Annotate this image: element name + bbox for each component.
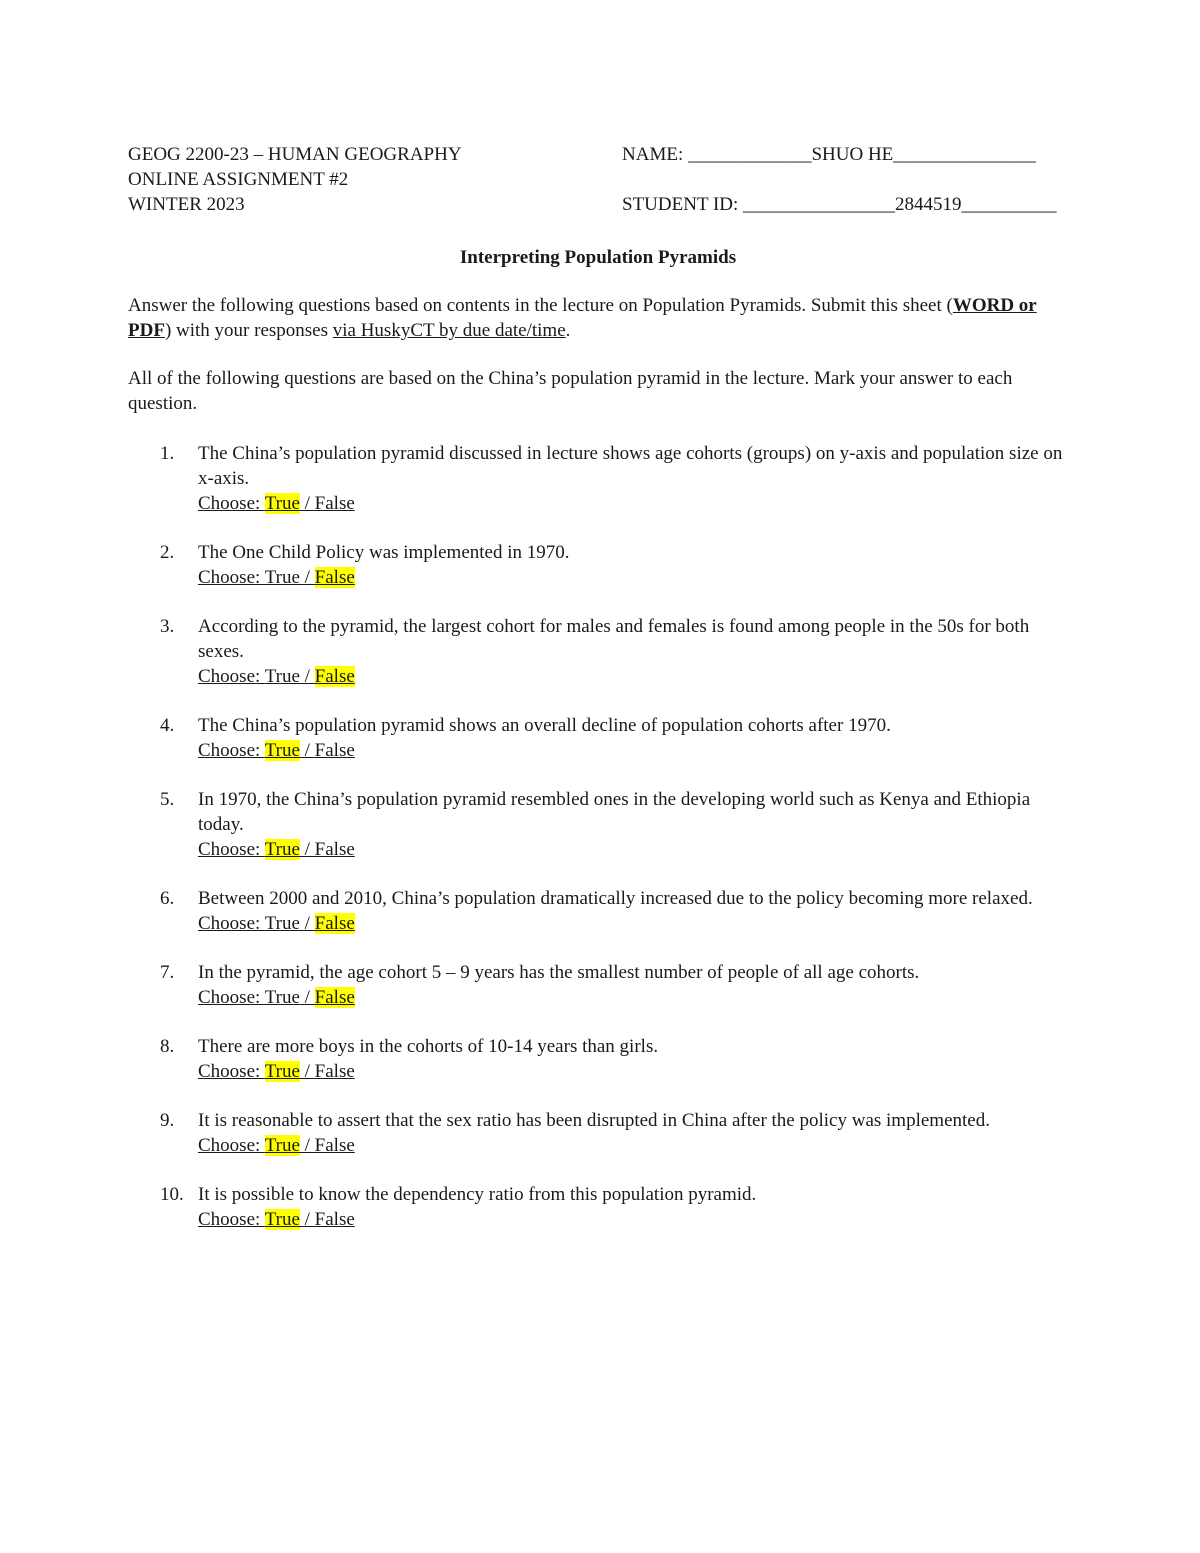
answer-choice[interactable]	[198, 839, 355, 860]
option-separator: /	[299, 567, 315, 588]
choose-label: Choose:	[198, 913, 265, 934]
name-field: NAME: _____________SHUO HE_______________	[622, 144, 1036, 165]
question-item	[128, 886, 1078, 936]
option-true[interactable]: True	[264, 913, 300, 934]
question-text: The China’s population pyramid discussed in lecture shows age cohorts (groups) on y-axis and population size on x-axis.	[198, 443, 1063, 489]
option-false[interactable]: False	[314, 913, 355, 934]
question-item	[128, 1182, 1078, 1232]
choose-label: Choose:	[198, 987, 265, 1008]
term: WINTER 2023	[128, 194, 245, 215]
option-separator: /	[299, 913, 315, 934]
question-text: The China’s population pyramid shows an overall decline of population cohorts after 1970.	[198, 715, 891, 736]
question-number: 6.	[160, 888, 175, 909]
question-item	[128, 1034, 1078, 1084]
student-id-field: STUDENT ID: ________________2844519__________	[622, 194, 1057, 215]
intro-text-2: ) with your responses	[164, 320, 333, 341]
intro-paragraph	[128, 293, 1068, 343]
option-true[interactable]: True	[264, 567, 300, 588]
option-false[interactable]: False	[314, 740, 355, 761]
question-text: Between 2000 and 2010, China’s population dramatically increased due to the policy becoming more relaxed.	[198, 888, 1033, 909]
question-text: In 1970, the China’s population pyramid resembled ones in the developing world such as Kenya and Ethiopia today.	[198, 789, 1031, 835]
question-number: 4.	[160, 715, 175, 736]
question-text: According to the pyramid, the largest cohort for males and females is found among people in the 50s for both sexes.	[198, 616, 1030, 662]
question-text: It is reasonable to assert that the sex ratio has been disrupted in China after the policy was implemented.	[198, 1110, 990, 1131]
answer-choice[interactable]	[198, 987, 355, 1008]
header-row-1	[128, 142, 1078, 167]
question-item	[128, 1108, 1078, 1158]
assignment-number: ONLINE ASSIGNMENT #2	[128, 169, 349, 190]
question-text: There are more boys in the cohorts of 10-14 years than girls.	[198, 1036, 659, 1057]
course-title: GEOG 2200-23 – HUMAN GEOGRAPHY	[128, 144, 462, 165]
option-separator: /	[299, 493, 315, 514]
option-separator: /	[299, 839, 315, 860]
page-title: Interpreting Population Pyramids	[459, 247, 737, 268]
option-separator: /	[299, 987, 315, 1008]
question-number: 9.	[160, 1110, 175, 1131]
option-true[interactable]: True	[264, 1061, 300, 1082]
question-item	[128, 614, 1078, 689]
assignment-page	[128, 142, 1078, 1256]
intro-submission: via HuskyCT by due date/time	[332, 320, 566, 341]
question-number: 1.	[160, 443, 175, 464]
question-text: The One Child Policy was implemented in 1970.	[198, 542, 570, 563]
option-separator: /	[299, 1135, 315, 1156]
option-false[interactable]: False	[314, 1061, 355, 1082]
option-true[interactable]: True	[264, 1209, 300, 1230]
question-number: 8.	[160, 1036, 175, 1057]
option-true[interactable]: True	[264, 987, 300, 1008]
choose-label: Choose:	[198, 1135, 265, 1156]
choose-label: Choose:	[198, 839, 265, 860]
option-separator: /	[299, 1209, 315, 1230]
header-row-2	[128, 167, 1078, 192]
option-false[interactable]: False	[314, 839, 355, 860]
question-item	[128, 960, 1078, 1010]
question-item	[128, 441, 1078, 516]
question-number: 2.	[160, 542, 175, 563]
option-separator: /	[299, 1061, 315, 1082]
option-true[interactable]: True	[264, 839, 300, 860]
choose-label: Choose:	[198, 1061, 265, 1082]
option-true[interactable]: True	[264, 740, 300, 761]
question-list	[128, 441, 1078, 1232]
choose-label: Choose:	[198, 493, 265, 514]
option-true[interactable]: True	[264, 666, 300, 687]
option-false[interactable]: False	[314, 987, 355, 1008]
answer-choice[interactable]	[198, 1061, 355, 1082]
option-true[interactable]: True	[264, 1135, 300, 1156]
option-separator: /	[299, 740, 315, 761]
question-item	[128, 540, 1078, 590]
question-text: It is possible to know the dependency ratio from this population pyramid.	[198, 1184, 757, 1205]
answer-choice[interactable]	[198, 567, 355, 588]
answer-choice[interactable]	[198, 1135, 355, 1156]
answer-choice[interactable]	[198, 493, 355, 514]
question-number: 10.	[160, 1184, 184, 1205]
choose-label: Choose:	[198, 666, 265, 687]
option-false[interactable]: False	[314, 1209, 355, 1230]
question-number: 5.	[160, 789, 175, 810]
answer-choice[interactable]	[198, 1209, 355, 1230]
choose-label: Choose:	[198, 567, 265, 588]
question-item	[128, 713, 1078, 763]
option-true[interactable]: True	[264, 493, 300, 514]
option-false[interactable]: False	[314, 567, 355, 588]
question-number: 7.	[160, 962, 175, 983]
choose-label: Choose:	[198, 1209, 265, 1230]
option-separator: /	[299, 666, 315, 687]
question-number: 3.	[160, 616, 175, 637]
intro-text-1: Answer the following questions based on contents in the lecture on Population Pyramids. Submit this sheet (	[128, 295, 953, 316]
question-item	[128, 787, 1078, 862]
option-false[interactable]: False	[314, 493, 355, 514]
answer-choice[interactable]	[198, 740, 355, 761]
header-row-3	[128, 192, 1078, 217]
intro-format: WORD or PDF	[128, 295, 1037, 341]
option-false[interactable]: False	[314, 1135, 355, 1156]
answer-choice[interactable]	[198, 666, 355, 687]
question-text: In the pyramid, the age cohort 5 – 9 years has the smallest number of people of all age cohorts.	[198, 962, 920, 983]
choose-label: Choose:	[198, 740, 265, 761]
intro-text-3: .	[565, 320, 571, 341]
instructions-paragraph: All of the following questions are based on the China’s population pyramid in the lecture. Mark your answer to each question.	[128, 368, 1013, 414]
answer-choice[interactable]	[198, 913, 355, 934]
option-false[interactable]: False	[314, 666, 355, 687]
